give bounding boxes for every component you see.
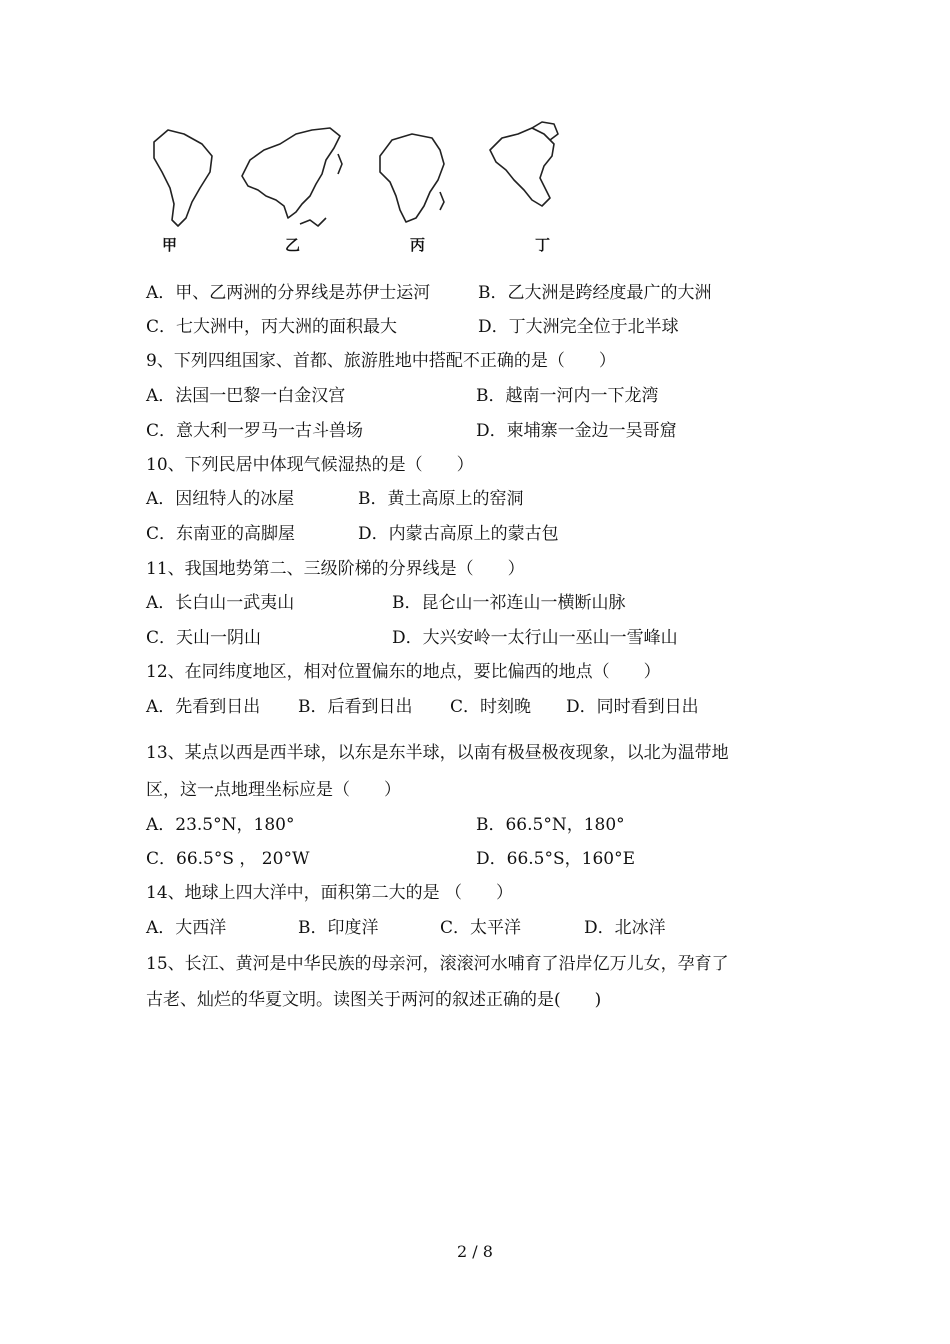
map-label-bing: 丙 (410, 236, 426, 254)
q14-option-a: A．大西洋 (146, 918, 227, 938)
q8-option-b: B．乙大洲是跨经度最广的大洲 (478, 283, 712, 303)
q13-option-a: A．23.5°N，180° (146, 815, 295, 835)
q14-option-c: C．太平洋 (440, 918, 522, 938)
q12-option-a: A．先看到日出 (146, 697, 261, 717)
q10-option-d: D．内蒙古高原上的蒙古包 (358, 524, 559, 544)
q10-option-b: B．黄土高原上的窑洞 (358, 489, 524, 509)
q11-option-c: C．天山一阴山 (146, 628, 262, 648)
q12-option-d: D．同时看到日出 (566, 697, 699, 717)
q9-stem: 9、下列四组国家、首都、旅游胜地中搭配不正确的是（ ） (146, 351, 616, 371)
q13-stem-line1: 13、某点以西是西半球，以东是东半球，以南有极昼极夜现象，以北为温带地 (146, 743, 729, 763)
q9-option-c: C．意大利一罗马一古斗兽场 (146, 421, 364, 441)
q12-option-b: B．后看到日出 (298, 697, 413, 717)
q13-option-d: D．66.5°S，160°E (476, 849, 635, 869)
map-label-ding: 丁 (535, 236, 551, 254)
japan-outline (338, 154, 342, 174)
q13-stem-line2: 区，这一点地理坐标应是（ ） (146, 780, 401, 800)
continent-outlines (140, 120, 580, 260)
q15-stem-line2: 古老、灿烂的华夏文明。读图关于两河的叙述正确的是( ) (146, 990, 602, 1010)
continent-maps-figure (140, 120, 580, 260)
q11-option-d: D．大兴安岭一太行山一巫山一雪峰山 (392, 628, 678, 648)
madagascar-outline (440, 192, 444, 210)
q14-option-b: B．印度洋 (298, 918, 379, 938)
q15-stem-line1: 15、长江、黄河是中华民族的母亲河，滚滚河水哺育了沿岸亿万儿女，孕育了 (146, 954, 729, 974)
q9-option-a: A．法国一巴黎一白金汉宫 (146, 386, 346, 406)
q11-stem: 11、我国地势第二、三级阶梯的分界线是（ ） (146, 559, 525, 579)
q12-option-c: C．时刻晚 (450, 697, 532, 717)
q8-option-c: C．七大洲中，丙大洲的面积最大 (146, 317, 398, 337)
south-america-outline (154, 130, 212, 226)
q10-option-a: A．因纽特人的冰屋 (146, 489, 295, 509)
asia-outline (242, 128, 340, 218)
q13-option-c: C．66.5°S ， 20°W (146, 849, 310, 869)
q8-option-a: A．甲、乙两洲的分界线是苏伊士运河 (146, 283, 431, 303)
q13-option-b: B．66.5°N，180° (476, 815, 625, 835)
q10-option-c: C．东南亚的高脚屋 (146, 524, 296, 544)
indonesia-outline (300, 218, 326, 226)
q14-option-d: D．北冰洋 (584, 918, 666, 938)
map-label-yi: 乙 (285, 236, 301, 254)
africa-outline (380, 134, 444, 222)
greenland-outline (532, 122, 558, 140)
q14-stem: 14、地球上四大洋中，面积第二大的是 （ ） (146, 883, 514, 903)
q9-option-d: D．柬埔寨一金边一吴哥窟 (476, 421, 677, 441)
q12-stem: 12、在同纬度地区，相对位置偏东的地点，要比偏西的地点（ ） (146, 662, 661, 682)
q10-stem: 10、下列民居中体现气候湿热的是（ ） (146, 455, 474, 475)
north-america-outline (490, 128, 554, 206)
q11-option-b: B．昆仑山一祁连山一横断山脉 (392, 593, 626, 613)
map-label-jia: 甲 (162, 236, 178, 254)
q11-option-a: A．长白山一武夷山 (146, 593, 295, 613)
page-number: 2 / 8 (457, 1242, 493, 1261)
q8-option-d: D．丁大洲完全位于北半球 (478, 317, 679, 337)
q9-option-b: B．越南一河内一下龙湾 (476, 386, 659, 406)
